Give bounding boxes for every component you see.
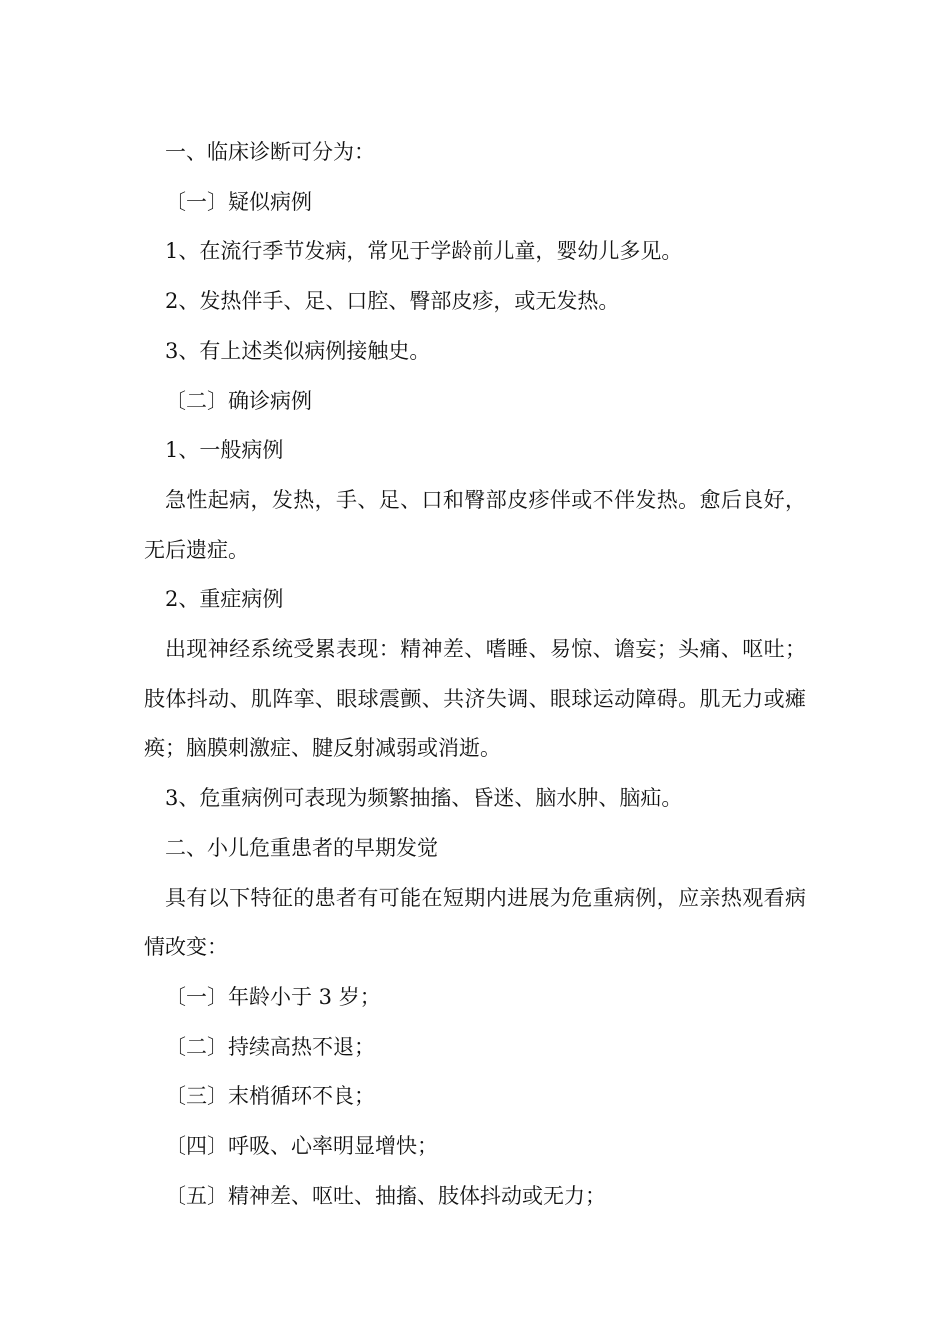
- list-item: 1、一般病例: [165, 438, 284, 463]
- list-item: 2、发热伴手、足、口腔、臀部皮疹，或无发热。: [165, 289, 620, 314]
- list-item: 〔二〕持续高热不退；: [165, 1034, 375, 1059]
- subsection-heading-confirmed: 〔二〕确诊病例: [165, 388, 312, 413]
- document-body: [144, 128, 806, 1221]
- list-item: 1、在流行季节发病，常见于学龄前儿童，婴幼儿多见。: [165, 239, 683, 264]
- list-item: 〔五〕精神差、呕吐、抽搐、肢体抖动或无力；: [165, 1183, 606, 1208]
- list-item: 〔一〕年龄小于 3 岁；: [165, 984, 381, 1009]
- list-item: 〔四〕呼吸、心率明显增快；: [165, 1134, 438, 1159]
- list-item: 3、有上述类似病例接触史。: [165, 338, 431, 363]
- body-paragraph: 急性起病，发热，手、足、口和臀部皮疹伴或不伴发热。愈后良好，无后遗症。: [144, 487, 806, 562]
- section-heading-clinical-diagnosis: 一、临床诊断可分为：: [165, 140, 375, 164]
- subsection-heading-suspected: 〔一〕疑似病例: [165, 189, 312, 214]
- list-item: 〔三〕末梢循环不良；: [165, 1084, 375, 1109]
- list-item: 2、重症病例: [165, 587, 284, 612]
- list-item: 3、危重病例可表现为频繁抽搐、昏迷、脑水肿、脑疝。: [165, 786, 683, 811]
- section-heading-early-detection: 二、小儿危重患者的早期发觉: [165, 835, 438, 860]
- body-paragraph: 出现神经系统受累表现：精神差、嗜睡、易惊、谵妄；头痛、呕吐；肢体抖动、肌阵挛、眼球震颤、共济失调、眼球运动障碍。肌无力或瘫痪；脑膜刺激症、腱反射减弱或消逝。: [144, 637, 806, 761]
- body-paragraph: 具有以下特征的患者有可能在短期内进展为危重病例，应亲热观看病情改变：: [144, 885, 806, 960]
